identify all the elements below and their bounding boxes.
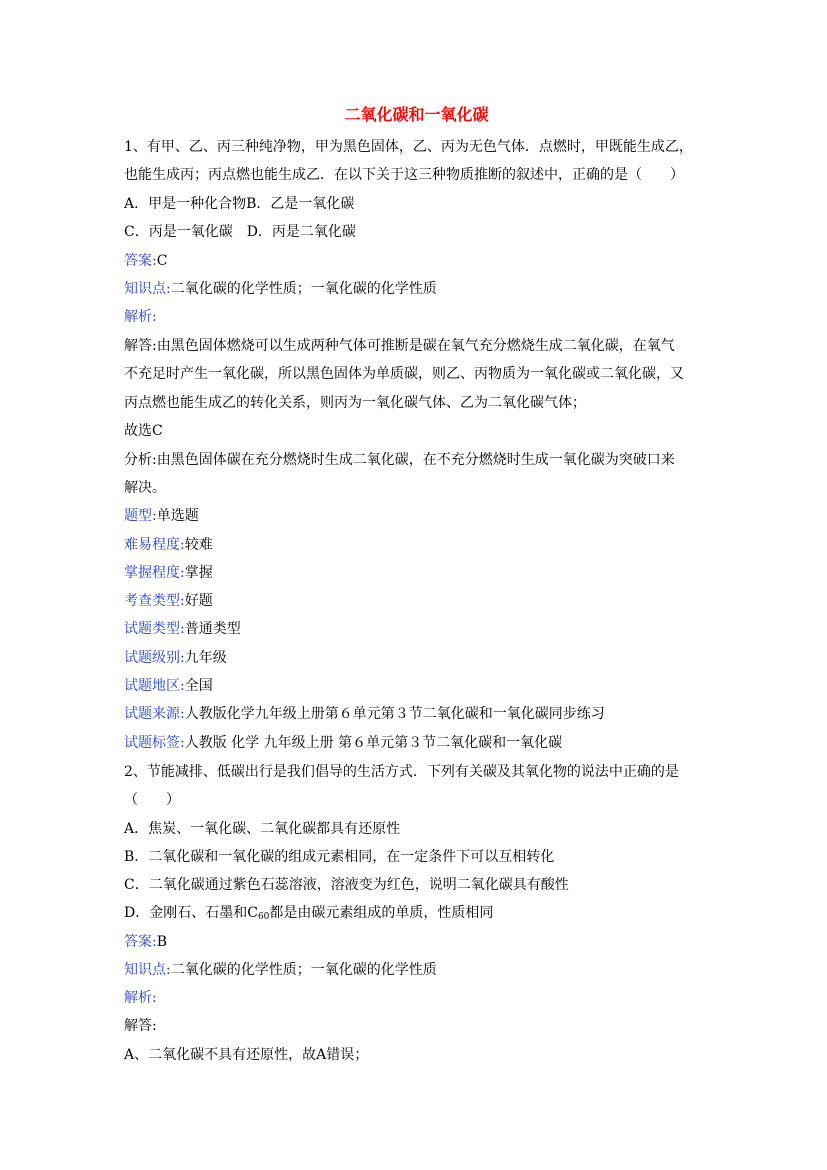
q2-knowledge — [124, 956, 709, 984]
q2-solution-a: A、二氧化碳不具有还原性，故A错误； — [124, 1047, 369, 1063]
q2-option-d-text-after: 都是由碳元素组成的单质，性质相同 — [269, 905, 494, 921]
meta-value-region: 全国 — [184, 678, 213, 694]
q1-stem-line1: 1、有甲、乙、丙三种纯净物，甲为黑色固体，乙、丙为无色气体．点燃时，甲既能生成乙， — [124, 139, 693, 155]
meta-value-question-type: 普通类型 — [184, 621, 241, 637]
q1-answer — [124, 247, 709, 275]
q1-meta-row — [124, 672, 709, 700]
meta-label-exam-type: 考查类型: — [124, 593, 185, 609]
q1-analysis-heading — [124, 303, 709, 331]
meta-label-type: 题型: — [124, 508, 157, 524]
q1-analysis-line2: 解决。 — [124, 480, 166, 496]
q1-meta-row — [124, 644, 709, 672]
q1-analysis-label: 解析: — [124, 309, 157, 325]
meta-value-grade: 九年级 — [184, 650, 227, 666]
meta-label-grade: 试题级别: — [124, 650, 185, 666]
meta-value-type: 单选题 — [156, 508, 199, 524]
q2-option-d-subscript: 60 — [257, 912, 270, 922]
q2-stem-line2: （ ） — [124, 792, 180, 808]
q1-meta-row — [124, 729, 709, 757]
meta-label-tags: 试题标签: — [124, 735, 185, 751]
meta-label-difficulty: 难易程度: — [124, 537, 185, 553]
meta-label-source: 试题来源: — [124, 706, 185, 722]
q1-meta-row — [124, 502, 709, 530]
q1-meta-row — [124, 615, 709, 643]
q1-knowledge — [124, 275, 709, 303]
meta-label-question-type: 试题类型: — [124, 621, 185, 637]
meta-label-mastery: 掌握程度: — [124, 565, 185, 581]
q2-option-c: C．二氧化碳通过紫色石蕊溶液，溶液变为红色，说明二氧化碳具有酸性 — [124, 877, 569, 893]
meta-value-exam-type: 好题 — [184, 593, 213, 609]
q1-meta-row — [124, 700, 709, 728]
q2-knowledge-value: 二氧化碳的化学性质；一氧化碳的化学性质 — [170, 962, 437, 978]
q1-options-cd: C．丙是一氧化碳 D．丙是二氧化碳 — [124, 224, 356, 240]
q1-solution-line1: 解答:由黑色固体燃烧可以生成两种气体可推断是碳在氧气充分燃烧生成二氧化碳，在氧气 — [124, 338, 675, 354]
q1-answer-label: 答案: — [124, 253, 157, 269]
q1-answer-value: C — [156, 253, 168, 269]
q2-answer-value: B — [156, 934, 168, 950]
meta-value-difficulty: 较难 — [184, 537, 213, 553]
q1-knowledge-label: 知识点: — [124, 281, 171, 297]
q1-solution-line3: 丙点燃也能生成乙的转化关系，则丙为一氧化碳气体、乙为二氧化碳气体； — [124, 395, 586, 411]
q2-answer — [124, 928, 709, 956]
q1-choose: 故选C — [124, 423, 163, 439]
meta-label-region: 试题地区: — [124, 678, 185, 694]
q2-stem-line1: 2、节能减排、低碳出行是我们倡导的生活方式．下列有关碳及其氧化物的说法中正确的是 — [124, 764, 679, 780]
meta-value-mastery: 掌握 — [184, 565, 213, 581]
q2-option-d-text-before: D．金刚石、石墨和C — [124, 905, 258, 921]
q2-option-a: A．焦炭、一氧化碳、二氧化碳都具有还原性 — [124, 821, 401, 837]
q2-solution-head: 解答: — [124, 1018, 157, 1034]
q2-analysis-heading — [124, 984, 709, 1012]
q2-knowledge-label: 知识点: — [124, 962, 171, 978]
q2-option-d — [124, 899, 709, 931]
q1-options-ab: A．甲是一种化合物B．乙是一氧化碳 — [124, 196, 355, 212]
document-title: 二氧化碳和一氧化碳 — [344, 105, 489, 124]
q1-knowledge-value: 二氧化碳的化学性质；一氧化碳的化学性质 — [170, 281, 437, 297]
q2-option-b: B．二氧化碳和一氧化碳的组成元素相同，在一定条件下可以互相转化 — [124, 849, 555, 865]
meta-value-tags: 人教版 化学 九年级上册 第６单元第３节二氧化碳和一氧化碳 — [184, 735, 563, 751]
q1-meta-row — [124, 531, 709, 559]
q1-analysis-line1: 分析:由黑色固体碳在充分燃烧时生成二氧化碳，在不充分燃烧时生成一氧化碳为突破口来 — [124, 452, 675, 468]
q2-analysis-label: 解析: — [124, 990, 157, 1006]
q1-solution-line2: 不充足时产生一氧化碳，所以黑色固体为单质碳，则乙、丙物质为一氧化碳或二氧化碳，又 — [124, 366, 684, 382]
q1-meta-row — [124, 587, 709, 615]
meta-value-source: 人教版化学九年级上册第６单元第３节二氧化碳和一氧化碳同步练习 — [184, 706, 605, 722]
q1-stem-line2: 也能生成丙；丙点燃也能生成乙．在以下关于这三种物质推断的叙述中，正确的是（ ） — [124, 167, 684, 183]
q2-answer-label: 答案: — [124, 934, 157, 950]
q1-meta-row — [124, 559, 709, 587]
